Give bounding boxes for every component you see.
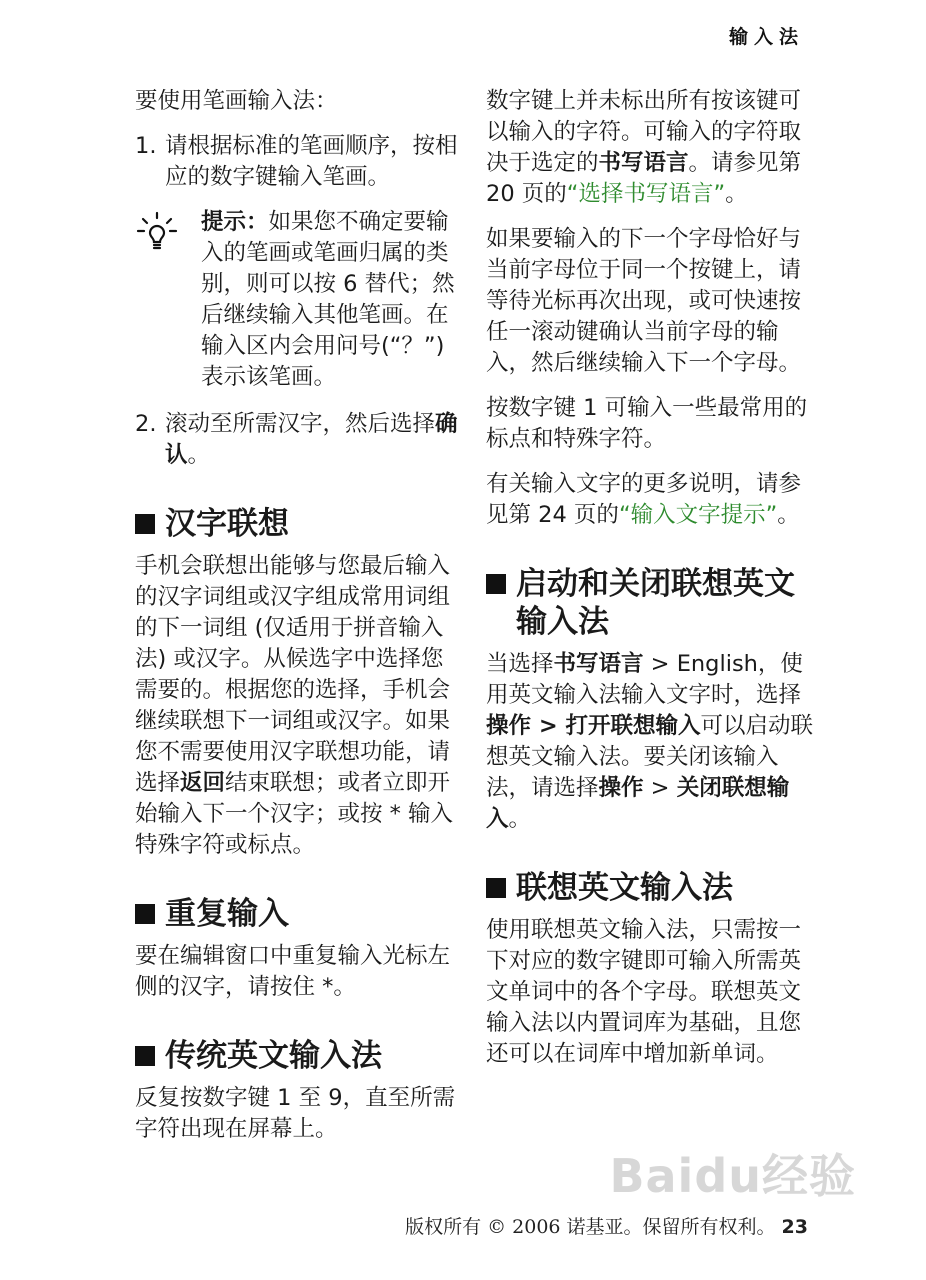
heading-traditional-english <box>135 1037 465 1075</box>
traditional-paragraph: 反复按数字键 1 至 9，直至所需字符出现在屏幕上。 <box>135 1085 456 1142</box>
toggle-paragraph <box>486 649 816 835</box>
confirm-keyword: 确认 <box>165 411 458 468</box>
keys-paragraph <box>486 86 816 210</box>
text-part: 可以启动联想英文输入法。要关闭该输入法，请选择 <box>486 713 814 801</box>
text-part: > <box>643 775 677 801</box>
page-footer <box>405 1212 808 1239</box>
text-part: > English，使用英文输入法输入文字时，选择 <box>486 651 803 708</box>
heading-chinese-predictive <box>135 505 465 543</box>
copyright-text: 版权所有 © 2006 诺基亚。保留所有权利。 <box>405 1216 776 1238</box>
writing-language-keyword: 书写语言 <box>553 651 644 677</box>
heading-square-icon <box>486 574 506 594</box>
more-info-paragraph <box>486 469 816 531</box>
page-header-title: 输入法 <box>728 26 804 48</box>
heading-text: 启动和关闭联想英文输入法 <box>516 566 795 640</box>
predictive-paragraph <box>135 551 465 861</box>
heading-square-icon <box>135 514 155 534</box>
predictive-english-paragraph: 使用联想英文输入法，只需按一下对应的数字键即可输入所需英文单词中的各个字母。联想英文输入法以内置词库为基础，且您还可以在词库中增加新单词。 <box>486 917 802 1067</box>
right-column <box>486 86 816 1084</box>
heading-text: 联想英文输入法 <box>516 870 733 906</box>
text-part: 当选择 <box>486 651 554 677</box>
stroke-intro: 要使用笔画输入法： <box>135 88 338 114</box>
step-text: 请根据标准的笔画顺序，按相应的数字键输入笔画。 <box>165 133 458 190</box>
text-part: 。 <box>777 502 800 528</box>
lightbulb-icon <box>135 207 201 393</box>
heading-square-icon <box>486 878 506 898</box>
heading-text: 传统英文输入法 <box>165 1038 382 1074</box>
text-part: 。 <box>508 806 532 832</box>
step-2 <box>135 409 465 471</box>
options-keyword: 操作 <box>598 775 644 801</box>
text-part: 。 <box>725 181 748 207</box>
tip-label: 提示： <box>201 209 269 235</box>
tip-text-block <box>201 207 465 393</box>
step-number: 2. <box>135 411 157 437</box>
step-text-part: 。 <box>187 442 211 468</box>
punctuation-paragraph: 按数字键 1 可输入一些最常用的标点和特殊字符。 <box>486 395 808 452</box>
text-part: 结束联想；或者立即开始输入下一个汉字；或按 * 输入特殊字符或标点。 <box>135 770 454 858</box>
heading-toggle-predictive-english <box>486 565 816 641</box>
heading-square-icon <box>135 1046 155 1066</box>
same-key-paragraph: 如果要输入的下一个字母恰好与当前字母位于同一个按键上，请等待光标再次出现，或可快速按任一滚动键确认当前字母的输入，然后继续输入下一个字母。 <box>486 226 802 376</box>
options-on-keyword: 操作 > 打开联想输入 <box>486 713 701 739</box>
step-text-part: 滚动至所需汉字，然后选择 <box>165 411 436 437</box>
left-column <box>135 86 465 1159</box>
predictive-off-keyword: 关闭联想输入 <box>486 775 790 832</box>
text-part: 数字键上并未标出所有按该键可以输入的字符。可输入的字符取决于选定的 <box>486 88 802 176</box>
heading-square-icon <box>135 904 155 924</box>
text-part: 手机会联想出能够与您最后输入的汉字词组或汉字组成常用词组的下一词组 (仅适用于拼音输入法) 或汉字。从候选字中选择您需要的。根据您的选择，手机会继续联想下一词组或汉字。如果您不需要使用汉字联想功能，请选择 <box>135 553 451 796</box>
repeat-paragraph: 要在编辑窗口中重复输入光标左侧的汉字，请按住 *。 <box>135 943 451 1000</box>
text-part: 。请参见第 20 页的 <box>486 150 802 207</box>
heading-text: 重复输入 <box>165 896 289 932</box>
heading-repeat-input <box>135 895 465 933</box>
page-number: 23 <box>781 1216 808 1238</box>
writing-language-keyword: 书写语言 <box>598 150 689 176</box>
heading-predictive-english <box>486 869 816 907</box>
tip-block <box>135 207 465 393</box>
text-input-tips-link[interactable]: “输入文字提示” <box>618 502 778 528</box>
step-number: 1. <box>135 133 157 159</box>
baidu-watermark: Baidu经验 <box>609 1149 856 1203</box>
select-language-link[interactable]: “选择书写语言” <box>566 181 726 207</box>
back-keyword: 返回 <box>180 770 226 796</box>
tip-text: 如果您不确定要输入的笔画或笔画归属的类别，则可以按 6 替代；然后继续输入其他笔画。在输入区内会用问号(“？”) 表示该笔画。 <box>201 209 455 390</box>
step-1 <box>135 131 465 193</box>
heading-text: 汉字联想 <box>165 506 289 542</box>
step-text <box>165 409 465 471</box>
text-part: 有关输入文字的更多说明，请参见第 24 页的 <box>486 471 802 528</box>
